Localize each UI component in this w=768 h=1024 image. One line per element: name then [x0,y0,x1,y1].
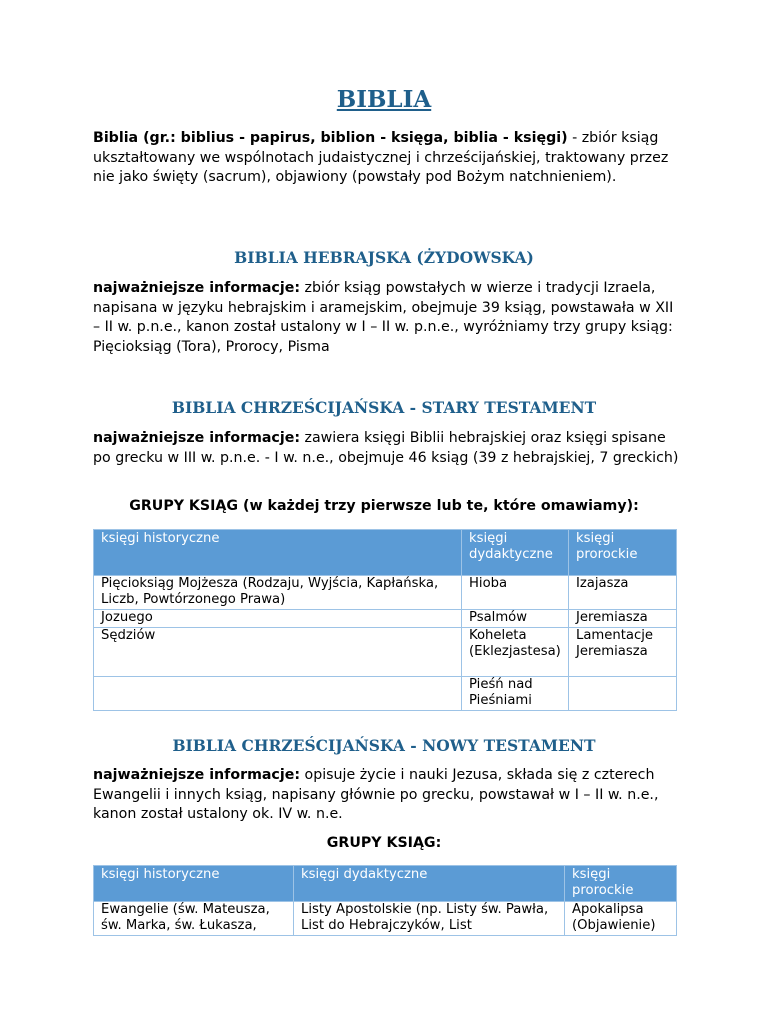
intro-text: - zbiór ksiąg ukształtowany we wspólnotach judaistycznej i chrześcijańskiej, traktowany przez nie jako święty (sacrum), objawiony (powstały pod Bożym natchnieniem). [93,130,669,186]
table-cell: Izajasza [569,576,677,610]
column-header: księgi historyczne [94,530,462,576]
heading-new-testament: BIBLIA CHRZEŚCIJAŃSKA - NOWY TESTAMENT [172,736,596,755]
new-testament-paragraph [93,766,683,825]
new-testament-text: opisuje życie i nauki Jezusa, składa się z czterech Ewangelii i innych ksiąg, napisany głównie po grecku, powstawał w I – II w. n.e., kanon został ustalony ok. IV w. n.e. [93,767,659,823]
hebrew-text: zbiór ksiąg powstałych w wierze i tradycji Izraela, napisana w języku hebrajskim i aramejskim, obejmuje 39 ksiąg, powstawała w XII – II w. p.n.e., kanon został ustalony w I – II w. p.n.e., wyróżniamy trzy grupy ksiąg: Pięcioksiąg (Tora), Prorocy, Pisma [93,280,674,355]
table-cell: Jozuego [94,610,462,628]
table-row [94,902,677,936]
table-cell: Apokalipsa (Objawienie) [565,902,677,936]
table-cell: Listy Apostolskie (np. Listy św. Pawła, List do Hebrajczyków, List [294,902,565,936]
old-testament-paragraph [93,429,683,468]
intro-bold: Biblia (gr.: biblius - papirus, biblion - księga, biblia - księgi) [93,130,568,146]
old-testament-bold: najważniejsze informacje: [93,430,300,446]
table-row [94,576,677,610]
table-row [94,610,677,628]
table-cell: Jeremiasza [569,610,677,628]
old-testament-table [93,529,677,711]
table-cell: Koheleta (Eklezjastesa) [462,628,569,677]
column-header: księgi prorockie [569,530,677,576]
new-testament-bold: najważniejsze informacje: [93,767,300,783]
table-header-row [94,530,677,576]
table-cell: Pieśń nad Pieśniami [462,677,569,711]
table-cell: Pięcioksiąg Mojżesza (Rodzaju, Wyjścia, Kapłańska, Liczb, Powtórzonego Prawa) [94,576,462,610]
column-header: księgi dydaktyczne [294,866,565,902]
column-header: księgi dydaktyczne [462,530,569,576]
heading-old-testament: BIBLIA CHRZEŚCIJAŃSKA - STARY TESTAMENT [171,398,597,417]
table-cell: Ewangelie (św. Mateusza, św. Marka, św. Łukasza, [94,902,294,936]
hebrew-paragraph [93,279,683,357]
table-row [94,677,677,711]
table-cell: Psalmów [462,610,569,628]
table-cell: Sędziów [94,628,462,677]
old-testament-text: zawiera księgi Biblii hebrajskiej oraz księgi spisane po grecku w III w. p.n.e. - I w. n.e., obejmuje 46 ksiąg (39 z hebrajskiej, 7 greckich) [93,430,679,466]
column-header: księgi prorockie [565,866,677,902]
heading-hebrew-bible: BIBLIA HEBRAJSKA (ŻYDOWSKA) [234,248,534,267]
table-cell: Hioba [462,576,569,610]
table-cell [569,677,677,711]
table-header-row [94,866,677,902]
new-testament-table [93,865,677,936]
document-title: BIBLIA [336,86,432,113]
old-testament-groups-heading: GRUPY KSIĄG (w każdej trzy pierwsze lub te, które omawiamy): [129,498,639,514]
intro-paragraph [93,129,683,188]
new-testament-groups-heading: GRUPY KSIĄG: [326,835,442,851]
table-cell [94,677,462,711]
column-header: księgi historyczne [94,866,294,902]
hebrew-bold: najważniejsze informacje: [93,280,300,296]
table-cell: Lamentacje Jeremiasza [569,628,677,677]
table-row [94,628,677,677]
